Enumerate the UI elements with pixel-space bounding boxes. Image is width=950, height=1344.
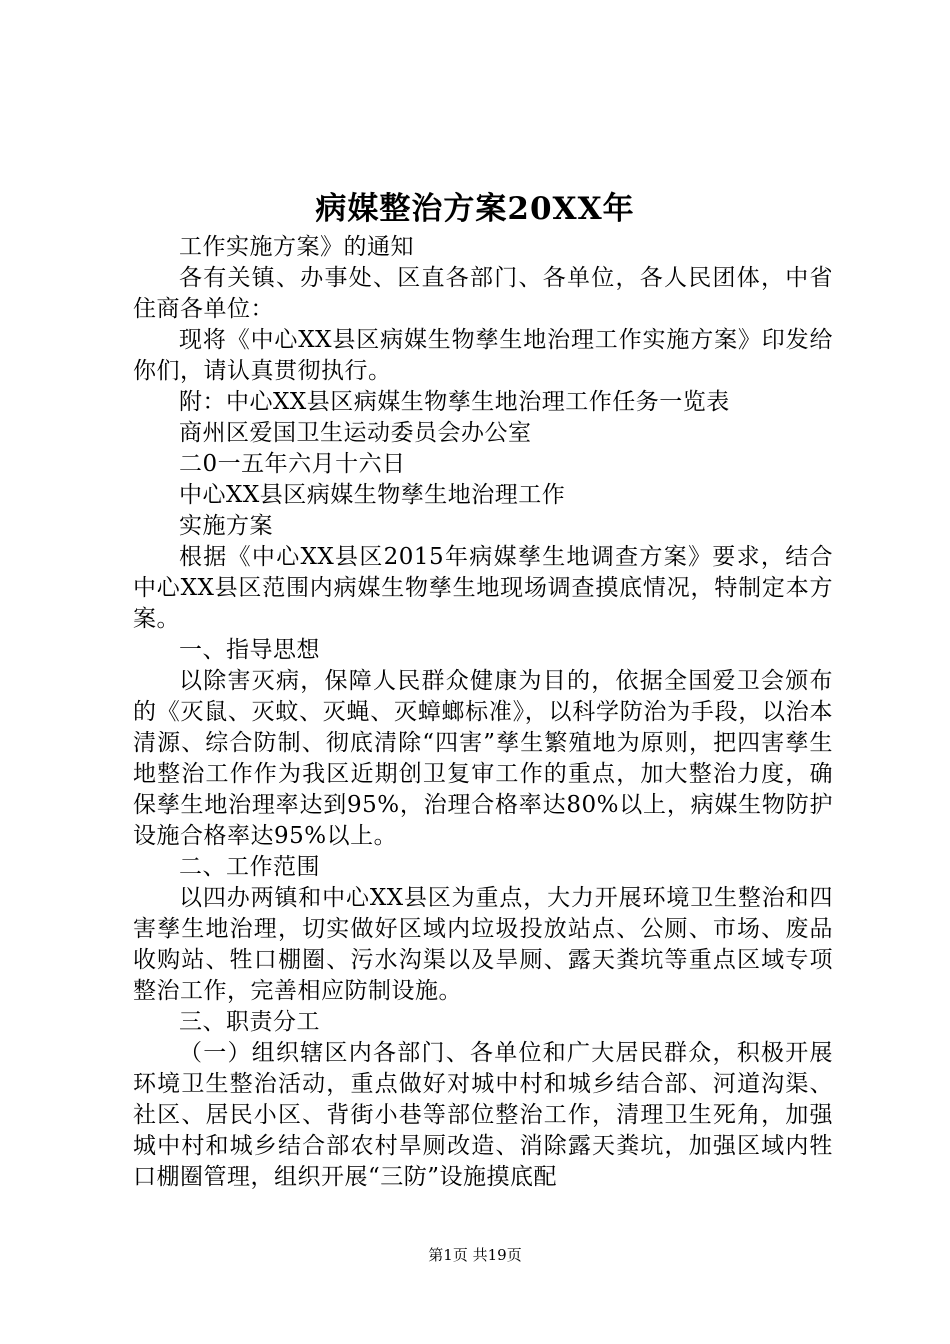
page-footer: 第1页 共19页 <box>428 1246 522 1264</box>
paragraph: 以除害灭病，保障人民群众健康为目的，依据全国爱卫会颁布的《灭鼠、灭蚊、灭蝇、灭蟑螂标准》，以科学防治为手段，以治本清源、综合防制、彻底清除“四害”孳生繁殖地为原则，把四害孳生地整治工作作为我区近期创卫复审工作的重点，加大整治力度，确保孳生地治理率达到95%，治理合格率达80%以上，病媒生物防护设施合格率达95%以上。 <box>133 668 833 849</box>
paragraph: （一）组织辖区内各部门、各单位和广大居民群众，积极开展环境卫生整治活动，重点做好对城中村和城乡结合部、河道沟渠、社区、居民小区、背街小巷等部位整治工作，清理卫生死角，加强城中村和城乡结合部农村旱厕改造、消除露天粪坑，加强区域内牲口棚圈管理，组织开展“三防”设施摸底配 <box>133 1040 833 1190</box>
paragraph: 现将《中心XX县区病媒生物孳生地治理工作实施方案》印发给你们，请认真贯彻执行。 <box>133 327 833 384</box>
paragraph: 实施方案 <box>179 513 273 539</box>
paragraph: 二0一五年六月十六日 <box>179 451 406 477</box>
document-title: 病媒整治方案20XX年 <box>315 191 635 227</box>
section-heading: 一、指导思想 <box>179 637 320 663</box>
paragraph: 以四办两镇和中心XX县区为重点，大力开展环境卫生整治和四害孳生地治理，切实做好区域内垃圾投放站点、公厕、市场、废品收购站、牲口棚圈、污水沟渠以及旱厕、露天粪坑等重点区域专项整治工作，完善相应防制设施。 <box>133 885 833 1004</box>
document-body <box>133 232 833 1193</box>
paragraph: 根据《中心XX县区2015年病媒孳生地调查方案》要求，结合中心XX县区范围内病媒生物孳生地现场调查摸底情况，特制定本方案。 <box>133 544 833 632</box>
paragraph: 商州区爱国卫生运动委员会办公室 <box>179 420 532 446</box>
paragraph: 中心XX县区病媒生物孳生地治理工作 <box>179 482 566 508</box>
paragraph: 附：中心XX县区病媒生物孳生地治理工作任务一览表 <box>179 389 730 415</box>
section-heading: 三、职责分工 <box>179 1009 320 1035</box>
section-heading: 二、工作范围 <box>179 854 320 880</box>
paragraph: 工作实施方案》的通知 <box>179 234 414 260</box>
paragraph: 各有关镇、办事处、区直各部门、各单位，各人民团体，中省住商各单位： <box>133 265 833 322</box>
